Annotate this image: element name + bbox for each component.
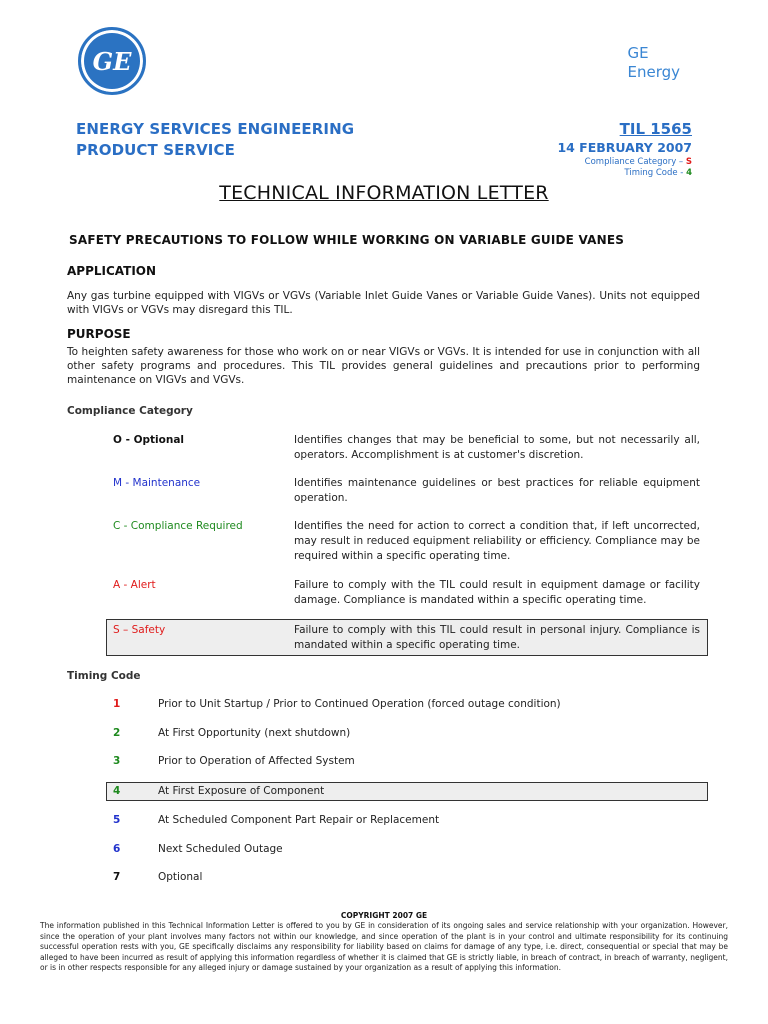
application-heading: APPLICATION: [67, 264, 157, 278]
compliance-category-value: S: [685, 157, 692, 167]
category-optional-desc: Identifies changes that may be beneficial to some, but not necessarily all, operators. Accomplishment is at customer's discretion.: [294, 434, 700, 461]
compliance-category-heading: Compliance Category: [67, 405, 193, 417]
timing-code-3-number: 3: [113, 755, 121, 767]
til-number: TIL 1565: [619, 120, 692, 138]
timing-code-2-desc: At First Opportunity (next shutdown): [158, 727, 351, 739]
timing-code-3-desc: Prior to Operation of Affected System: [158, 755, 355, 767]
document-title: TECHNICAL INFORMATION LETTER: [219, 182, 549, 204]
compliance-category-label: Compliance Category –: [584, 157, 686, 167]
timing-code-1-desc: Prior to Unit Startup / Prior to Continued Operation (forced outage condition): [158, 698, 561, 710]
copyright-notice: COPYRIGHT 2007 GE: [340, 911, 428, 920]
category-maintenance-desc: Identifies maintenance guidelines or best practices for reliable equipment operation.: [294, 477, 700, 504]
ge-logo-text: GE: [92, 46, 132, 76]
department-line-1: ENERGY SERVICES ENGINEERING: [76, 120, 355, 138]
department-line-2: PRODUCT SERVICE: [76, 141, 235, 159]
department: [76, 119, 354, 161]
category-maintenance-label: M - Maintenance: [113, 477, 201, 489]
category-alert-desc: Failure to comply with the TIL could result in equipment damage or facility damage. Compliance is mandated within a specific operating time.: [294, 579, 700, 606]
subject-line: SAFETY PRECAUTIONS TO FOLLOW WHILE WORKING ON VARIABLE GUIDE VANES: [69, 233, 625, 247]
timing-code-5-desc: At Scheduled Component Part Repair or Replacement: [158, 814, 440, 826]
category-compliance-required-label: C - Compliance Required: [113, 520, 243, 532]
timing-code-6-desc: Next Scheduled Outage: [158, 843, 283, 855]
timing-code-6-number: 6: [113, 843, 121, 855]
timing-code-4-number: 4: [113, 785, 121, 797]
timing-code-value: 4: [686, 168, 692, 178]
timing-code-5-number: 5: [113, 814, 121, 826]
timing-code-2-number: 2: [113, 727, 121, 739]
ge-logo: [78, 27, 146, 95]
brand-line-ge: GE: [627, 44, 649, 62]
timing-code-7-number: 7: [113, 871, 121, 883]
til-info: [557, 119, 692, 179]
timing-code-7-desc: Optional: [158, 871, 203, 883]
category-safety-label: S – Safety: [113, 624, 166, 636]
timing-code-line: [557, 168, 692, 179]
purpose-heading: PURPOSE: [67, 327, 131, 341]
timing-code-label: Timing Code -: [624, 168, 687, 178]
application-text: Any gas turbine equipped with VIGVs or VGVs (Variable Inlet Guide Vanes or Variable Guide Vanes). Units not equipped with VIGVs or VGVs may disregard this TIL.: [67, 290, 700, 316]
brand-name: [627, 44, 680, 82]
timing-code-4-desc: At First Exposure of Component: [158, 785, 325, 797]
brand-line-energy: Energy: [627, 63, 680, 81]
til-date: 14 FEBRUARY 2007: [557, 140, 692, 155]
category-compliance-required-desc: Identifies the need for action to correct a condition that, if left uncorrected, may result in reduced equipment reliability or efficiency. Compliance may be required within a specific operating time.: [294, 520, 700, 562]
category-safety-desc: Failure to comply with this TIL could result in personal injury. Compliance is mandated within a specific operating time.: [294, 624, 700, 651]
compliance-category-line: [557, 157, 692, 168]
timing-code-1-number: 1: [113, 698, 121, 710]
purpose-text: To heighten safety awareness for those who work on or near VIGVs or VGVs. It is intended for use in conjunction with all other safety programs and procedures. This TIL provides general guidelines and precautions prior to performing maintenance on VIGVs and VGVs.: [67, 346, 700, 386]
legal-disclaimer: The information published in this Technical Information Letter is offered to you by GE in consideration of its ongoing sales and service relationship with your organization. However, since the operation of your plant involves many factors not within our knowledge, and since operation of the plant is in your control and ultimate responsibility for its continuing successful operation rests with you, GE specifically disclaims any responsibility for liability based on claims for damage of any type, i.e. direct, consequential or special that may be alleged to have been incurred as result of applying this information regardless of whether it is claimed that GE is strictly liable, in breach of contract, in breach of warranty, negligent, or is in other respects responsible for any alleged injury or damage sustained by your organization as a result of applying this information.: [40, 921, 728, 972]
timing-code-heading: Timing Code: [67, 670, 141, 682]
category-alert-label: A - Alert: [113, 579, 156, 591]
category-optional-label: O - Optional: [113, 434, 185, 446]
